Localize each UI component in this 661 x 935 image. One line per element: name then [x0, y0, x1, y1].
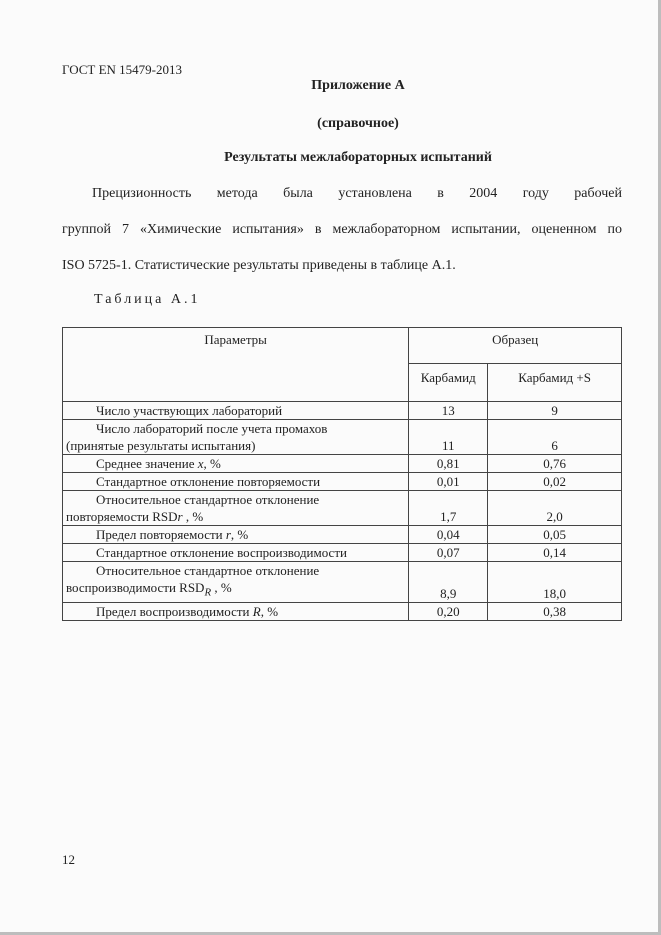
param-unit: , %: [211, 580, 232, 595]
table-row: [63, 526, 622, 544]
intro-line-1: Прецизионность метода была установлена в 2004 году рабочей: [92, 186, 622, 201]
intro-line-3: ISO 5725-1. Статистические результаты приведены в таблице А.1.: [62, 258, 456, 273]
table-header-row: [63, 328, 622, 364]
param-cell: Число участвующих лабораторий: [63, 402, 409, 420]
param-line-2: [66, 580, 232, 599]
value-a: 1,7: [409, 491, 488, 526]
value-b: 0,02: [488, 473, 622, 491]
header-sample-b: Карбамид +S: [488, 364, 622, 402]
param-line-2: [66, 509, 203, 524]
param-line-1: Относительное стандартное отклонение: [96, 492, 320, 507]
value-a: 13: [409, 402, 488, 420]
param-cell: [63, 420, 409, 455]
appendix-heading: Результаты межлабораторных испытаний: [224, 150, 492, 165]
value-a: 0,01: [409, 473, 488, 491]
intro-paragraph: [62, 176, 622, 284]
param-cell: [63, 562, 409, 603]
value-b: 6: [488, 420, 622, 455]
value-b: 0,76: [488, 455, 622, 473]
value-a: 0,81: [409, 455, 488, 473]
param-variable: R: [252, 603, 261, 619]
param-text: Предел воспроизводимости: [96, 603, 253, 619]
header-sample: Образец: [409, 328, 622, 364]
results-table: [62, 327, 622, 621]
table-row: [63, 562, 622, 603]
table-row: [63, 602, 622, 620]
value-a: 8,9: [409, 562, 488, 603]
table-row: [63, 491, 622, 526]
page-number: 12: [62, 852, 75, 867]
param-cell: [63, 526, 409, 544]
value-b: 0,05: [488, 526, 622, 544]
param-subscript: R: [204, 586, 212, 599]
header-sample-a: Карбамид: [409, 364, 488, 402]
table-row: [63, 473, 622, 491]
value-a: 0,07: [409, 544, 488, 562]
param-text: Среднее значение: [96, 456, 198, 471]
intro-line-2: группой 7 «Химические испытания» в межлабораторном испытании, оцененном по: [62, 222, 622, 237]
param-variable: r: [177, 509, 183, 524]
header-parameters: Параметры: [63, 328, 409, 402]
value-b: 0,14: [488, 544, 622, 562]
value-a: 11: [409, 420, 488, 455]
value-b: 2,0: [488, 491, 622, 526]
param-cell: Стандартное отклонение повторяемости: [63, 473, 409, 491]
value-b: 0,38: [488, 602, 622, 620]
param-line-2: (принятые результаты испытания): [66, 438, 256, 453]
param-cell: [63, 491, 409, 526]
value-b: 18,0: [488, 562, 622, 603]
param-text: воспроизводимости RSD: [66, 580, 205, 595]
value-a: 0,20: [409, 602, 488, 620]
appendix-title: Приложение А: [311, 78, 405, 93]
table-row: [63, 420, 622, 455]
value-a: 0,04: [409, 526, 488, 544]
table-row: [63, 455, 622, 473]
param-cell: Стандартное отклонение воспроизводимости: [63, 544, 409, 562]
table-title: Таблица А.1: [94, 292, 201, 307]
param-variable: x: [197, 456, 204, 471]
param-cell: [63, 455, 409, 473]
param-unit: , %: [203, 456, 221, 471]
param-text: Предел повторяемости: [96, 527, 226, 542]
param-text: повторяемости RSD: [66, 509, 178, 524]
table-row: [63, 544, 622, 562]
param-cell: [63, 602, 409, 620]
param-unit: , %: [260, 603, 279, 619]
standard-code: ГОСТ EN 15479-2013: [62, 62, 183, 77]
param-line-1: Относительное стандартное отклонение: [96, 563, 320, 578]
param-unit: , %: [182, 509, 204, 524]
appendix-type: (справочное): [317, 116, 399, 131]
value-b: 9: [488, 402, 622, 420]
param-unit: , %: [230, 527, 249, 542]
table-row: [63, 402, 622, 420]
param-line-1: Число лабораторий после учета промахов: [96, 421, 328, 436]
param-variable: r: [225, 527, 231, 542]
